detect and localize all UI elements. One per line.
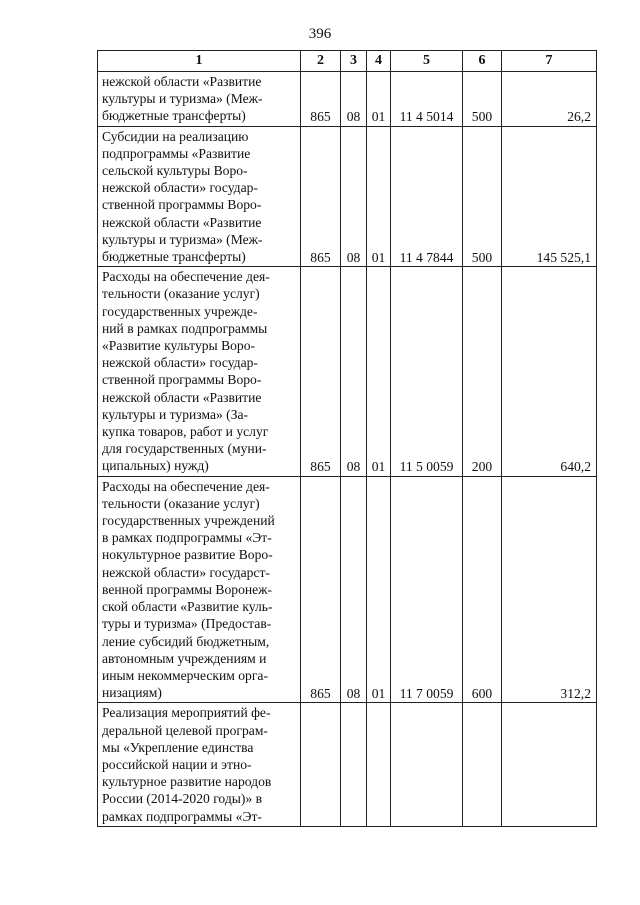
- row-description: нежской области «Развитие культуры и туризма» (Меж- бюджетные трансферты): [98, 72, 301, 127]
- cell-target-article: [391, 703, 463, 826]
- cell-target-article: 11 4 7844: [391, 126, 463, 267]
- cell-section: 08: [341, 126, 367, 267]
- cell-section: [341, 703, 367, 826]
- cell-subsection: 01: [367, 72, 391, 127]
- column-header: 1: [98, 51, 301, 72]
- cell-expense-type: 600: [463, 476, 502, 703]
- budget-table: [97, 50, 597, 827]
- table-row: [98, 476, 597, 703]
- table-row: [98, 126, 597, 267]
- row-description: Субсидии на реализацию подпрограммы «Развитие сельской культуры Воро- нежской области» государ- ственной программы Воро- нежской области «Развитие культуры и туризма» (Меж- бюджетные трансферты): [98, 126, 301, 267]
- cell-amount: 26,2: [502, 72, 597, 127]
- table-row: [98, 267, 597, 476]
- cell-subsection: 01: [367, 476, 391, 703]
- cell-section: 08: [341, 72, 367, 127]
- cell-target-article: 11 5 0059: [391, 267, 463, 476]
- cell-target-article: 11 7 0059: [391, 476, 463, 703]
- cell-subsection: [367, 703, 391, 826]
- cell-target-article: 11 4 5014: [391, 72, 463, 127]
- cell-ministry-code: 865: [301, 267, 341, 476]
- cell-ministry-code: 865: [301, 476, 341, 703]
- cell-section: 08: [341, 267, 367, 476]
- column-header: 5: [391, 51, 463, 72]
- cell-ministry-code: 865: [301, 72, 341, 127]
- cell-expense-type: [463, 703, 502, 826]
- column-header: 4: [367, 51, 391, 72]
- cell-amount: 640,2: [502, 267, 597, 476]
- cell-section: 08: [341, 476, 367, 703]
- cell-amount: 145 525,1: [502, 126, 597, 267]
- table-row: [98, 703, 597, 826]
- cell-expense-type: 500: [463, 72, 502, 127]
- column-header: 6: [463, 51, 502, 72]
- cell-subsection: 01: [367, 267, 391, 476]
- column-header: 7: [502, 51, 597, 72]
- cell-ministry-code: 865: [301, 126, 341, 267]
- cell-amount: [502, 703, 597, 826]
- cell-subsection: 01: [367, 126, 391, 267]
- cell-expense-type: 500: [463, 126, 502, 267]
- table-row: [98, 72, 597, 127]
- row-description: Расходы на обеспечение дея- тельности (оказание услуг) государственных учреждений в рамках подпрограммы «Эт- нокультурное развитие Воро- нежской области» государст- венной программы Воронеж- ской области «Развитие куль- туры и туризма» (Предостав- ление субсидий бюджетным, автономным учреждениям и иным некоммерческим орга- низациям): [98, 476, 301, 703]
- row-description: Реализация мероприятий фе- деральной целевой програм- мы «Укрепление единства российской нации и этно- культурное развитие народов России (2014-2020 годы)» в рамках подпрограммы «Эт-: [98, 703, 301, 826]
- page-number: 396: [308, 26, 332, 42]
- cell-amount: 312,2: [502, 476, 597, 703]
- header-row: [98, 51, 597, 72]
- column-header: 3: [341, 51, 367, 72]
- row-description: Расходы на обеспечение дея- тельности (оказание услуг) государственных учрежде- ний в рамках подпрограммы «Развитие культуры Воро- нежской области» государ- ственной программы Воро- нежской области «Развитие культуры и туризма» (За- купка товаров, работ и услуг для государственных (муни- ципальных) нужд): [98, 267, 301, 476]
- cell-ministry-code: [301, 703, 341, 826]
- column-header: 2: [301, 51, 341, 72]
- cell-expense-type: 200: [463, 267, 502, 476]
